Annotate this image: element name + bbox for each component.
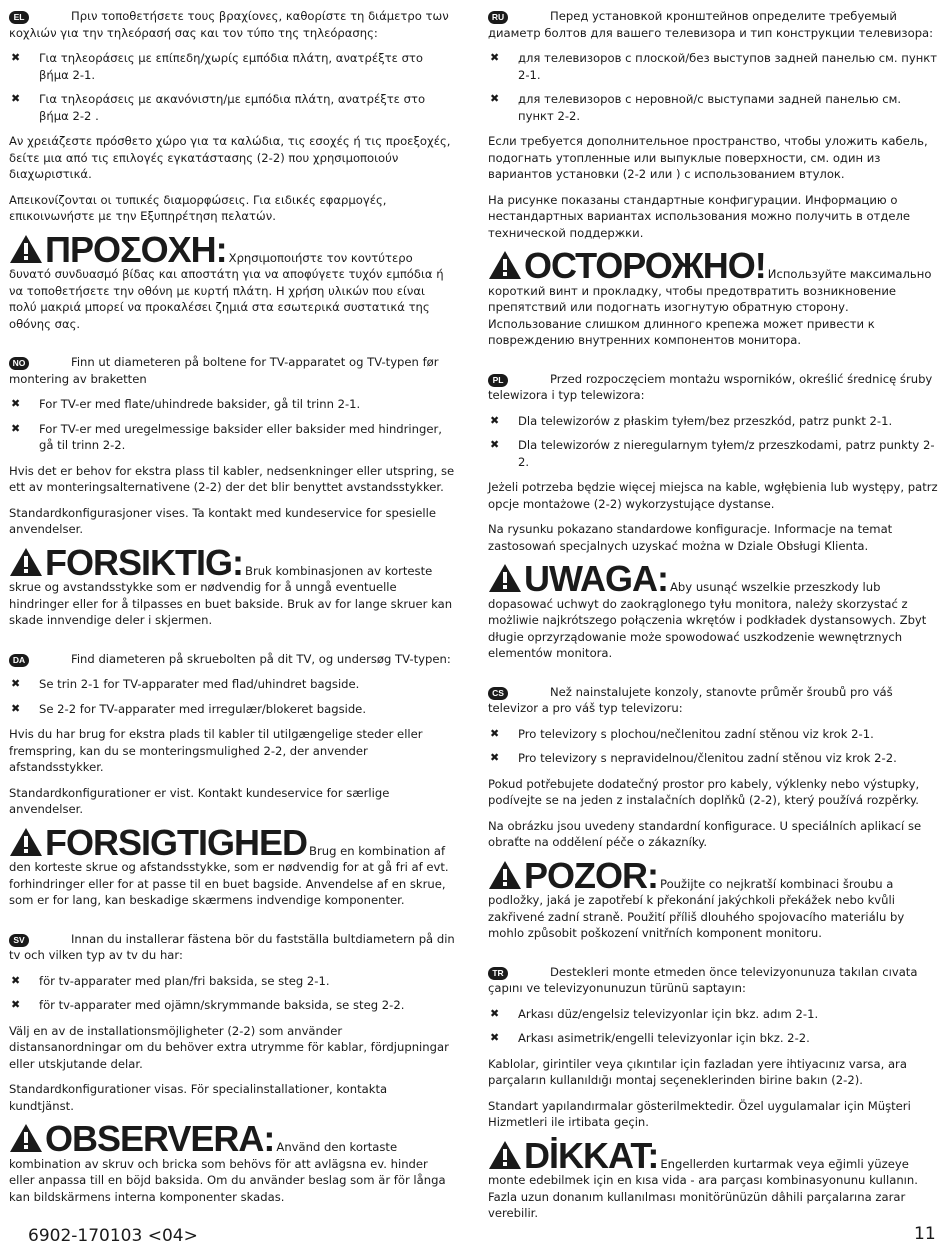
language-badge-tr: TR <box>488 967 508 980</box>
bullet-icon: ✖ <box>490 1006 500 1020</box>
spacer-paragraph: Jeżeli potrzeba będzie więcej miejsca na kable, wgłębienia lub występy, patrz opcje montażowe (2-2) wykorzystujące dystanse. <box>488 480 938 511</box>
standard-config-paragraph: Standardkonfigurationer visas. För specialinstallationer, kontakta kundtjänst. <box>9 1082 388 1113</box>
spacer-paragraph: Αν χρειάζεστε πρόσθετο χώρο για τα καλώδια, τις εσοχές ή τις προεξοχές, δείτε μια από τις επιλογές εγκατάστασης (2-2) που χρησιμοποιούν διαχωριστικά. <box>9 134 451 181</box>
warning-heading: ОСТОРОЖНО! <box>524 245 766 286</box>
spacer-paragraph: Hvis det er behov for ekstra plass til kabler, nedsenkninger eller utspring, se ett av monteringsalternativene (2-2) der det blir benyttet avstandsstykker. <box>9 463 455 494</box>
list-item: ✖ For TV-er med uregelmessige baksider eller baksider med hindringer, gå til trinn 2-2. <box>11 421 442 452</box>
standard-config-paragraph: Standardkonfigurasjoner vises. Ta kontakt med kundeservice for spesielle anvendelser. <box>9 505 436 536</box>
document-number: 6902-170103 <04> <box>28 1226 198 1246</box>
warning-triangle-icon <box>9 827 43 857</box>
bullet-icon: ✖ <box>11 701 21 715</box>
warning-paragraph <box>9 541 455 629</box>
section-tr <box>488 964 938 1222</box>
list-item: ✖ For TV-er med flate/uhindrede baksider, gå til trinn 2-1. <box>11 397 361 411</box>
list-item: ✖ Για τηλεοράσεις με επίπεδη/χωρίς εμπόδια πλάτη, ανατρέξτε στο βήμα 2-1. <box>11 51 423 82</box>
warning-paragraph <box>9 821 455 909</box>
spacer-paragraph: Pokud potřebujete dodatečný prostor pro kabely, výklenky nebo výstupky, podívejte se na jeden z instalačních doplňků (2-2), který používá rozpěrky. <box>488 776 920 807</box>
section-el <box>9 8 455 332</box>
warning-heading: FORSIGTIGHED <box>45 821 308 863</box>
intro-text: Innan du installerar fästena bör du fastställa bultdiametern på din tv och vilken typ av tv du har: <box>9 931 455 962</box>
section-cs <box>488 684 938 942</box>
bullet-icon: ✖ <box>11 421 21 435</box>
warning-triangle-icon <box>488 1140 522 1170</box>
warning-triangle-icon <box>9 547 43 577</box>
spacer-paragraph: Если требуется дополнительное пространство, чтобы уложить кабель, подогнать утопленные или выпуклые поверхности, см. один из вариантов установки (2-2 или ) с использованием втулок. <box>488 134 928 181</box>
standard-config-paragraph: Na rysunku pokazano standardowe konfiguracje. Informacje na temat zastosowań specjalnych uzyskać można w Dziale Obsługi Klienta. <box>488 522 893 553</box>
bullet-list <box>488 1006 938 1047</box>
language-badge-da: DA <box>9 654 29 667</box>
warning-triangle-icon <box>488 860 522 890</box>
warning-text: Använd den kortaste kombination av skruv och bricka som behövs för att avlägsna ev. hinder eller anpassa till en böjd baksida. Om du använder beslag som är för långa kan bildskärmens interna komponenter skadas. <box>9 1140 446 1204</box>
warning-text: Engellerden kurtarmak veya eğimli yüzeye monte edebilmek için en kısa vida - ara parçası kombinasyonunu kullanın. Fazla uzun donanım kullanılması monitörünüzün dâhili parçalarına zarar verebilir. <box>488 1156 918 1220</box>
language-badge-no: NO <box>9 357 29 370</box>
warning-triangle-icon <box>9 234 43 264</box>
warning-paragraph <box>488 245 938 349</box>
section-pl <box>488 371 938 662</box>
list-item: ✖ Arkası asimetrik/engelli televizyonlar için bkz. 2-2. <box>490 1031 810 1045</box>
page-number: 11 <box>914 1224 936 1244</box>
warning-text: Используйте максимально короткий винт и прокладку, чтобы предотвратить возникновение препятствий или подогнать изогнутую обратную сторону. Использование слишком длинного крепежа может привести к повреждению внутренних компонентов монитора. <box>488 267 932 347</box>
intro-text: Перед установкой кронштейнов определите требуемый диаметр болтов для вашего телевизора и тип конструкции телевизора: <box>488 9 934 40</box>
warning-paragraph <box>488 558 938 662</box>
standard-config-paragraph: Na obrázku jsou uvedeny standardní konfigurace. U speciálních aplikací se obraťte na oddělení péče o zákazníky. <box>488 818 922 849</box>
language-badge-cs: CS <box>488 687 508 700</box>
warning-text: Aby usunąć wszelkie przeszkody lub dopasować uchwyt do zaokrąglonego tyłu monitora, należy skorzystać z możliwie najkrótszego połączenia wkrętów i podkładek dystansowych. Zbyt długie oprzyrządowanie może spowodować uszkodzenie wewnętrznych elementów monitora. <box>488 580 927 660</box>
section-da <box>9 651 455 909</box>
bullet-icon: ✖ <box>11 92 21 105</box>
bullet-list <box>9 676 455 717</box>
standard-config-paragraph: Standart yapılandırmalar gösterilmektedir. Özel uygulamalar için Müşteri Hizmetleri ile irtibata geçin. <box>488 1098 911 1129</box>
warning-triangle-icon <box>488 250 522 280</box>
warning-heading: DİKKAT: <box>524 1134 659 1176</box>
warning-heading: ΠΡΟΣΟΧΗ: <box>45 228 227 270</box>
intro-text: Find diameteren på skruebolten på dit TV, og undersøg TV-typen: <box>71 651 451 666</box>
list-item: ✖ для телевизоров с плоской/без выступов задней панелью см. пункт 2-1. <box>490 51 938 82</box>
list-item: ✖ Se trin 2-1 for TV-apparater med flad/uhindret bagside. <box>11 677 360 691</box>
bullet-icon: ✖ <box>11 973 21 987</box>
warning-heading: POZOR: <box>524 854 658 896</box>
language-badge-pl: PL <box>488 374 508 387</box>
section-no <box>9 354 455 629</box>
list-item: ✖ för tv-apparater med ojämn/skrymmande baksida, se steg 2-2. <box>11 998 405 1012</box>
standard-config-paragraph: Απεικονίζονται οι τυπικές διαμορφώσεις. Για ειδικές εφαρμογές, επικοινωνήστε με την Εξυπηρέτηση πελατών. <box>9 192 387 223</box>
intro-text: Finn ut diameteren på boltene for TV-apparatet og TV-typen før montering av braketten <box>9 355 439 386</box>
intro-text: Destekleri monte etmeden önce televizyonunuza takılan cıvata çapını ve televizyonunuzun türünü saptayın: <box>488 964 918 995</box>
bullet-icon: ✖ <box>11 677 21 690</box>
list-item: ✖ Pro televizory s plochou/nečlenitou zadní stěnou viz krok 2-1. <box>490 726 874 741</box>
warning-heading: UWAGA: <box>524 558 668 599</box>
warning-paragraph <box>9 1118 455 1205</box>
bullet-icon: ✖ <box>490 92 500 105</box>
language-badge-el: EL <box>9 11 29 24</box>
bullet-icon: ✖ <box>11 397 21 410</box>
warning-text: Bruk kombinasjonen av korteste skrue og avstandsstykke som er nødvendig for å unngå eventuelle hindringer eller for å tilpasses en buet bakside. Bruk av for lange skruer kan skade innvendige deler i skjermen. <box>9 563 453 627</box>
list-item: ✖ для телевизоров с неровной/с выступами задней панелью см. пункт 2-2. <box>490 92 902 123</box>
warning-triangle-icon <box>9 1123 43 1153</box>
list-item: ✖ Dla telewizorów z nieregularnym tyłem/z przeszkodami, patrz punkty 2-2. <box>490 438 935 469</box>
spacer-paragraph: Kablolar, girintiler veya çıkıntılar için fazladan yere ihtiyacınız varsa, ara parçaların kullanıldığı montaj seçeneklerinden birine bakın (2-2). <box>488 1056 907 1087</box>
list-item: ✖ Pro televizory s nepravidelnou/členitou zadní stěnou viz krok 2-2. <box>490 751 897 765</box>
warning-text: Χρησιμοποιήστε τον κοντύτερο δυνατό συνδυασμό βίδας και αποστάτη για να αποφύγετε τυχόν εμπόδια ή να τοποθετήσετε την οθόνη με κυρτή πλάτη. Η χρήση υλικών που είναι πολύ μακριά μπορεί να προκαλέσει ζημιά στα εσωτερικά συστατικά της οθόνης σας. <box>9 250 444 331</box>
warning-paragraph <box>488 854 938 942</box>
bullet-list <box>9 50 455 124</box>
bullet-icon: ✖ <box>490 726 500 740</box>
language-badge-sv: SV <box>9 934 29 947</box>
bullet-icon: ✖ <box>11 51 21 64</box>
list-item: ✖ för tv-apparater med plan/fri baksida, se steg 2-1. <box>11 973 330 988</box>
bullet-icon: ✖ <box>490 51 500 64</box>
list-item: ✖ Για τηλεοράσεις με ακανόνιστη/με εμπόδια πλάτη, ανατρέξτε στο βήμα 2-2 . <box>11 92 426 123</box>
warning-triangle-icon <box>488 563 522 593</box>
standard-config-paragraph: На рисунке показаны стандартные конфигурации. Информацию о нестандартных вариантах использования можно получить в отделе технической поддержки. <box>488 192 911 240</box>
bullet-list <box>488 413 938 471</box>
warning-heading: OBSERVERA: <box>45 1118 275 1159</box>
bullet-icon: ✖ <box>11 998 21 1011</box>
bullet-icon: ✖ <box>490 438 500 451</box>
list-item: ✖ Arkası düz/engelsiz televizyonlar için bkz. adım 2-1. <box>490 1006 819 1021</box>
warning-heading: FORSIKTIG: <box>45 541 243 583</box>
intro-text: Przed rozpoczęciem montażu wsporników, określić średnicę śruby telewizora i typ telewizora: <box>488 371 933 402</box>
warning-text: Použijte co nejkratší kombinaci šroubu a podložky, jaká je zapotřebí k překonání jakýchkoli překážek nebo kvůli zakřivené zadní straně. Použití příliš dlouhého spojovacího materiálu by mohlo způsobit poškození vnitřních komponent monitoru. <box>488 876 905 940</box>
intro-text: Πριν τοποθετήσετε τους βραχίονες, καθορίστε τη διάμετρο των κοχλιών για την τηλεόρασή σας και τον τύπο της τηλεόρασης: <box>9 9 449 40</box>
left-column <box>9 8 455 1214</box>
section-ru <box>488 8 938 349</box>
language-badge-ru: RU <box>488 11 508 24</box>
section-sv <box>9 931 455 1206</box>
right-column <box>488 8 938 1231</box>
list-item: ✖ Dla telewizorów z płaskim tyłem/bez przeszkód, patrz punkt 2-1. <box>490 413 893 428</box>
spacer-paragraph: Hvis du har brug for ekstra plads til kabler til utilgængelige steder eller fremspring, kan du se monteringsmulighed 2-2, der anvender afstandsstykker. <box>9 727 423 774</box>
bullet-icon: ✖ <box>490 413 500 427</box>
bullet-list <box>9 973 455 1014</box>
bullet-icon: ✖ <box>490 1031 500 1044</box>
bullet-list <box>488 726 938 767</box>
warning-paragraph <box>488 1134 938 1222</box>
intro-text: Než nainstalujete konzoly, stanovte průměr šroubů pro váš televizor a pro váš typ televizoru: <box>488 684 893 715</box>
warning-text: Brug en kombination af den korteste skrue og afstandsstykke, som er nødvendig for at gå fri af evt. forhindringer eller for at passe til en buet bagside. Anvendelse af en skrue, som er for lang, kan beskadige skærmens indvendige komponenter. <box>9 843 449 907</box>
bullet-icon: ✖ <box>490 751 500 764</box>
standard-config-paragraph: Standardkonfigurationer er vist. Kontakt kundeservice for særlige anvendelser. <box>9 785 390 816</box>
warning-paragraph <box>9 228 455 333</box>
spacer-paragraph: Välj en av de installationsmöjligheter (2-2) som använder distansanordningar om du behöver extra utrymme för kablar, fördjupningar eller utskjutande delar. <box>9 1023 449 1071</box>
bullet-list <box>488 50 938 124</box>
list-item: ✖ Se 2-2 for TV-apparater med irregulær/blokeret bagside. <box>11 701 367 716</box>
bullet-list <box>9 396 455 454</box>
